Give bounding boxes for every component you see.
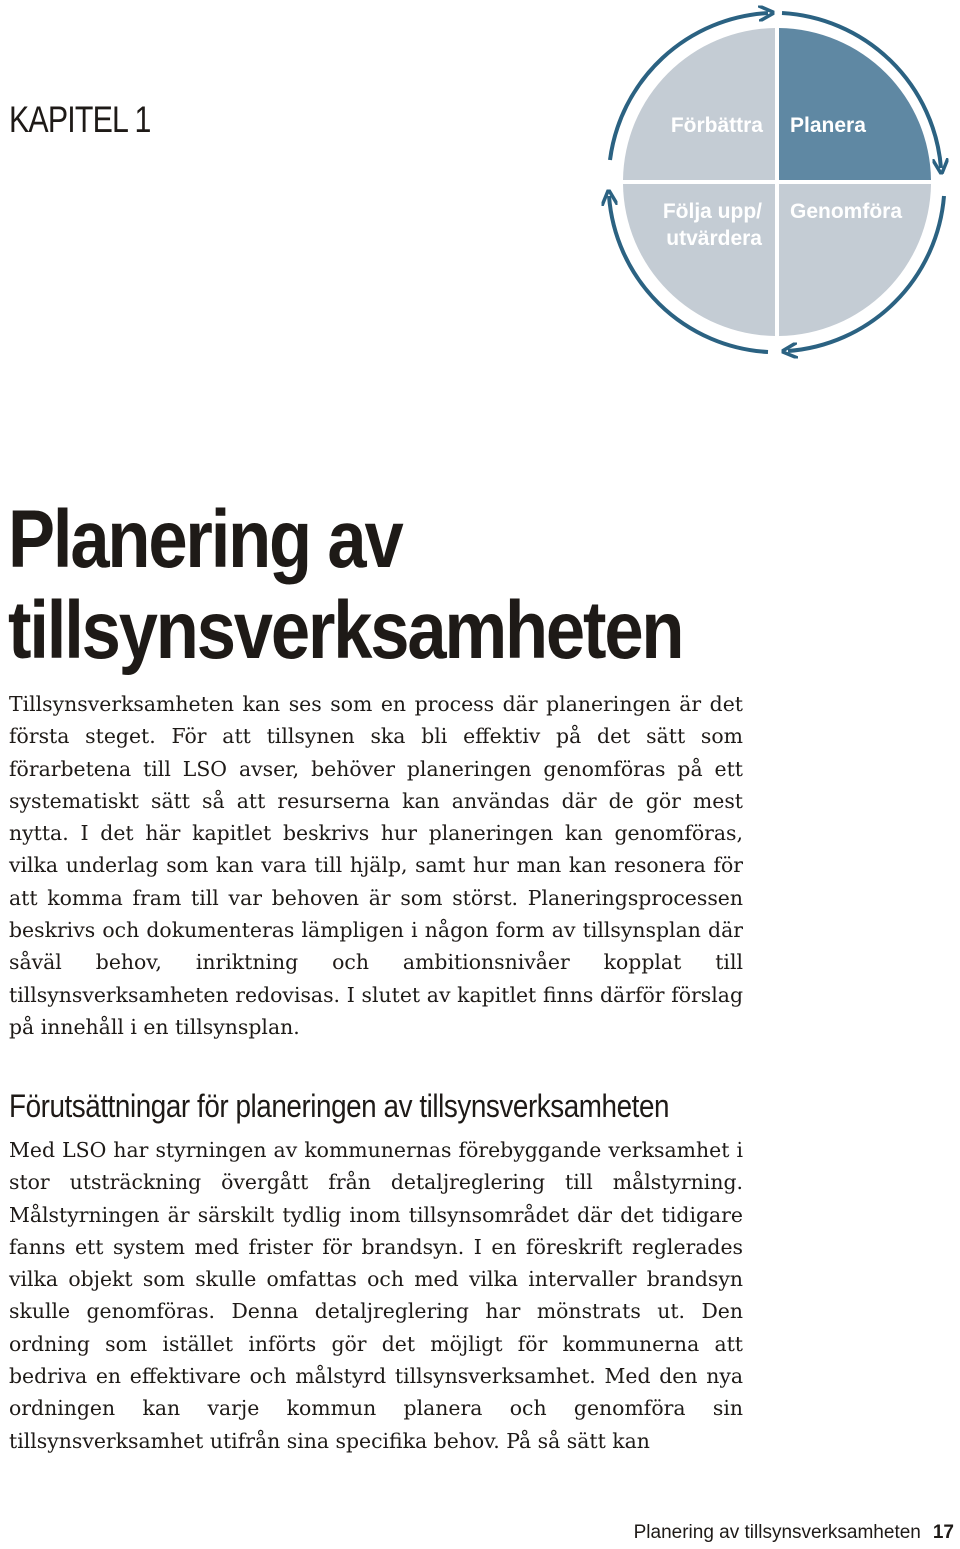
quadrant-label-genomfora: Genomföra [790, 200, 903, 223]
page-number: 17 [932, 1522, 954, 1543]
page-title-line-1: Planering av [8, 494, 402, 585]
page-footer [634, 1522, 954, 1544]
pdca-cycle-diagram [586, 0, 960, 370]
chapter-label: KAPITEL 1 [9, 99, 151, 140]
running-title: Planering av tillsynsverksamheten [633, 1522, 921, 1543]
section-paragraph: Med LSO har styrningen av kommunernas förebyggande verksamhet i stor utsträckning övergått från detaljreglering till målstyrning. Målstyrningen är särskilt tydlig inom tillsynsområdet där det tidigare fanns ett system med frister för brandsyn. I en föreskrift reglerades vilka objekt som skulle omfattas och med vilka intervaller brandsyn skulle genomföras. Denna detaljreglering har mönstrats ut. Den ordning som istället införts gör det möjligt för kommunerna att bedriva en effektivare och målstyrd tillsynsverksamhet. Med den nya ordningen kan varje kommun planera och genomföra sin tillsynsverksamhet utifrån sina specifika behov. På så sätt kan [9, 1138, 743, 1453]
page-title [8, 494, 748, 676]
section-heading: Förutsättningar för planeringen av tillsynsverksamheten [9, 1088, 670, 1124]
page-title-line-2: tillsynsverksamheten [8, 585, 683, 676]
quadrant-planera [779, 28, 931, 180]
quadrant-label-planera: Planera [790, 114, 866, 137]
quadrant-forbattra [623, 28, 775, 180]
quadrant-label-forbattra: Förbättra [670, 114, 763, 137]
intro-paragraph: Tillsynsverksamheten kan ses som en process där planeringen är det första steget. För att tillsynen ska bli effektiv på det sätt som förarbetena till LSO avser, behöver planeringen genomföras på ett systematiskt sätt så att resurserna kan användas där de gör mest nytta. I det här kapitlet beskrivs hur planeringen kan genomföras, vilka underlag som kan vara till hjälp, samt hur man kan resonera för att komma fram till var behoven är som störst. Planeringsprocessen beskrivs och dokumenteras lämpligen i någon form av tillsynsplan där såväl behov, inriktning och ambitionsnivåer kopplat till tillsynsverksamheten redovisas. I slutet av kapitlet finns därför förslag på innehåll i en tillsynsplan. [9, 692, 743, 1039]
quadrant-label-folja-upp-line1: Följa upp/ [662, 200, 762, 223]
quadrant-label-folja-upp-line2: utvärdera [666, 227, 762, 250]
